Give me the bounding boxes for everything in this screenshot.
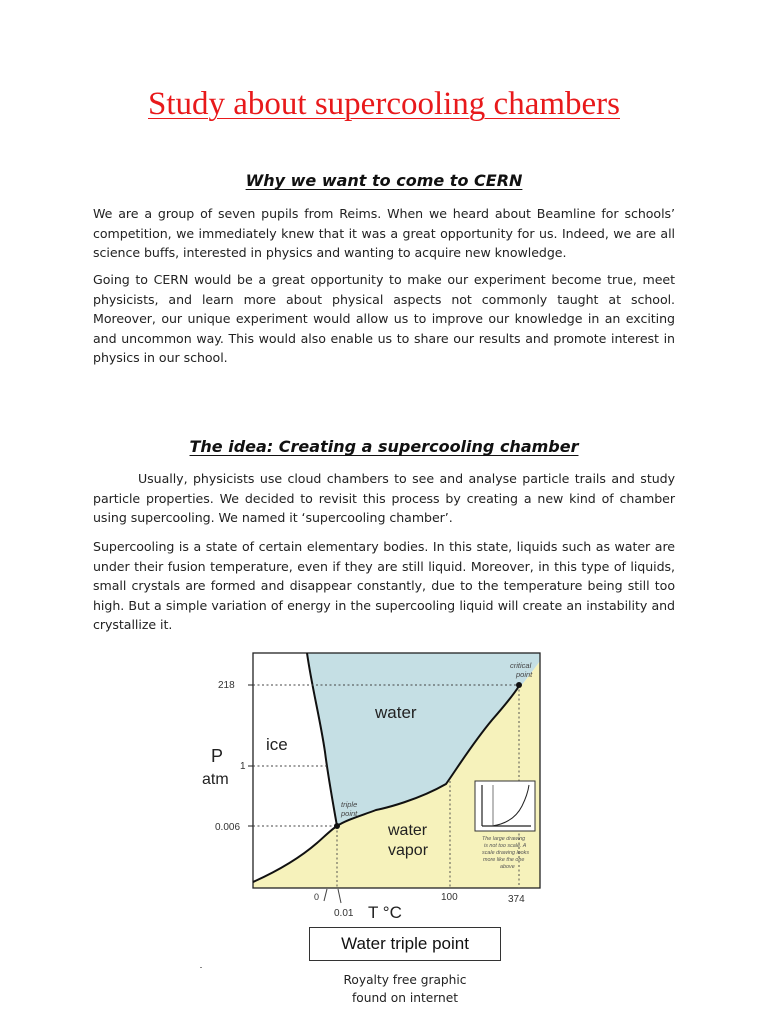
region-label-vapor-line2: vapor (388, 842, 429, 859)
triple-point-marker (334, 823, 340, 829)
region-label-water: water (375, 703, 417, 722)
y-tick-0006: 0.006 (215, 822, 241, 833)
x-tick-374: 374 (508, 894, 525, 905)
inset-note-line2: is not too scale. A (484, 843, 527, 849)
region-label-ice: ice (266, 735, 288, 754)
triple-marker-line (338, 889, 341, 903)
x-tick-0: 0 (314, 892, 320, 902)
section-heading-why-cern: Why we want to come to CERN (245, 171, 523, 190)
y-axis-label-atm: atm (202, 771, 229, 788)
inset-note-line3: scale drawing looks (482, 850, 530, 856)
triple-point-label-line2: point (341, 809, 358, 818)
x-tick-100: 100 (441, 892, 458, 903)
y-tick-1: 1 (240, 761, 246, 772)
zero-marker-line (324, 889, 327, 901)
image-credit-line2: found on internet (351, 991, 459, 1005)
paragraph-going-to-cern: Going to CERN would be a great opportunity to make our experiment become true, meet physicists, and learn more about physical aspects not commonly taught at school. Moreover, our unique experiment would allow us to improve our knowledge in an exciting and uncommon way. This would also enable us to share our results and promote interest in physics in our school. (93, 272, 675, 365)
critical-point-label-line2: point (516, 670, 533, 679)
image-credit-line1: Royalty free graphic (343, 973, 467, 987)
x-tick-001: 0.01 (334, 908, 354, 919)
y-tick-218: 218 (218, 680, 235, 691)
inset-note-line1: The large drawing (482, 836, 526, 842)
critical-point-label-line1: critical (510, 661, 532, 670)
triple-point-label-line1: triple (341, 800, 358, 809)
stray-mark (200, 967, 202, 968)
region-label-vapor-line1: water (388, 822, 428, 839)
paragraph-supercooling-definition: Supercooling is a state of certain elementary bodies. In this state, liquids such as water are under their fusion temperature, even if they are still liquid. Moreover, in this type of liquids, small crystals are formed and disappear constantly, due to the temperature being still too high. But a simple variation of energy in the supercooling liquid will create an instability and crystallize it. (93, 539, 675, 632)
y-axis-label-p: P (211, 746, 224, 766)
axis-ticks (248, 685, 253, 826)
page-title: Study about supercooling chambers (148, 86, 620, 122)
x-axis-label: T °C (368, 903, 402, 922)
section-heading-idea: The idea: Creating a supercooling chamber (189, 437, 579, 456)
inset-scale-drawing (475, 781, 535, 831)
image-credit (300, 971, 510, 1007)
figure-caption: Water triple point (309, 927, 501, 961)
phase-diagram-figure (202, 648, 550, 923)
paragraph-who-we-are: We are a group of seven pupils from Reims. When we heard about Beamline for schools’ competition, we immediately knew that it was a great opportunity for us. Indeed, we are all science buffs, interested in physics and wanting to acquire new knowledge. (93, 206, 675, 260)
inset-note-line4: more like the one (483, 857, 525, 863)
inset-note-line5: above (500, 864, 515, 870)
paragraph-cloud-chambers: Usually, physicists use cloud chambers to see and analyse particle trails and study particle properties. We decided to revisit this process by creating a new kind of chamber using supercooling. We named it ‘supercooling chamber’. (93, 471, 675, 525)
critical-point-marker (516, 682, 522, 688)
